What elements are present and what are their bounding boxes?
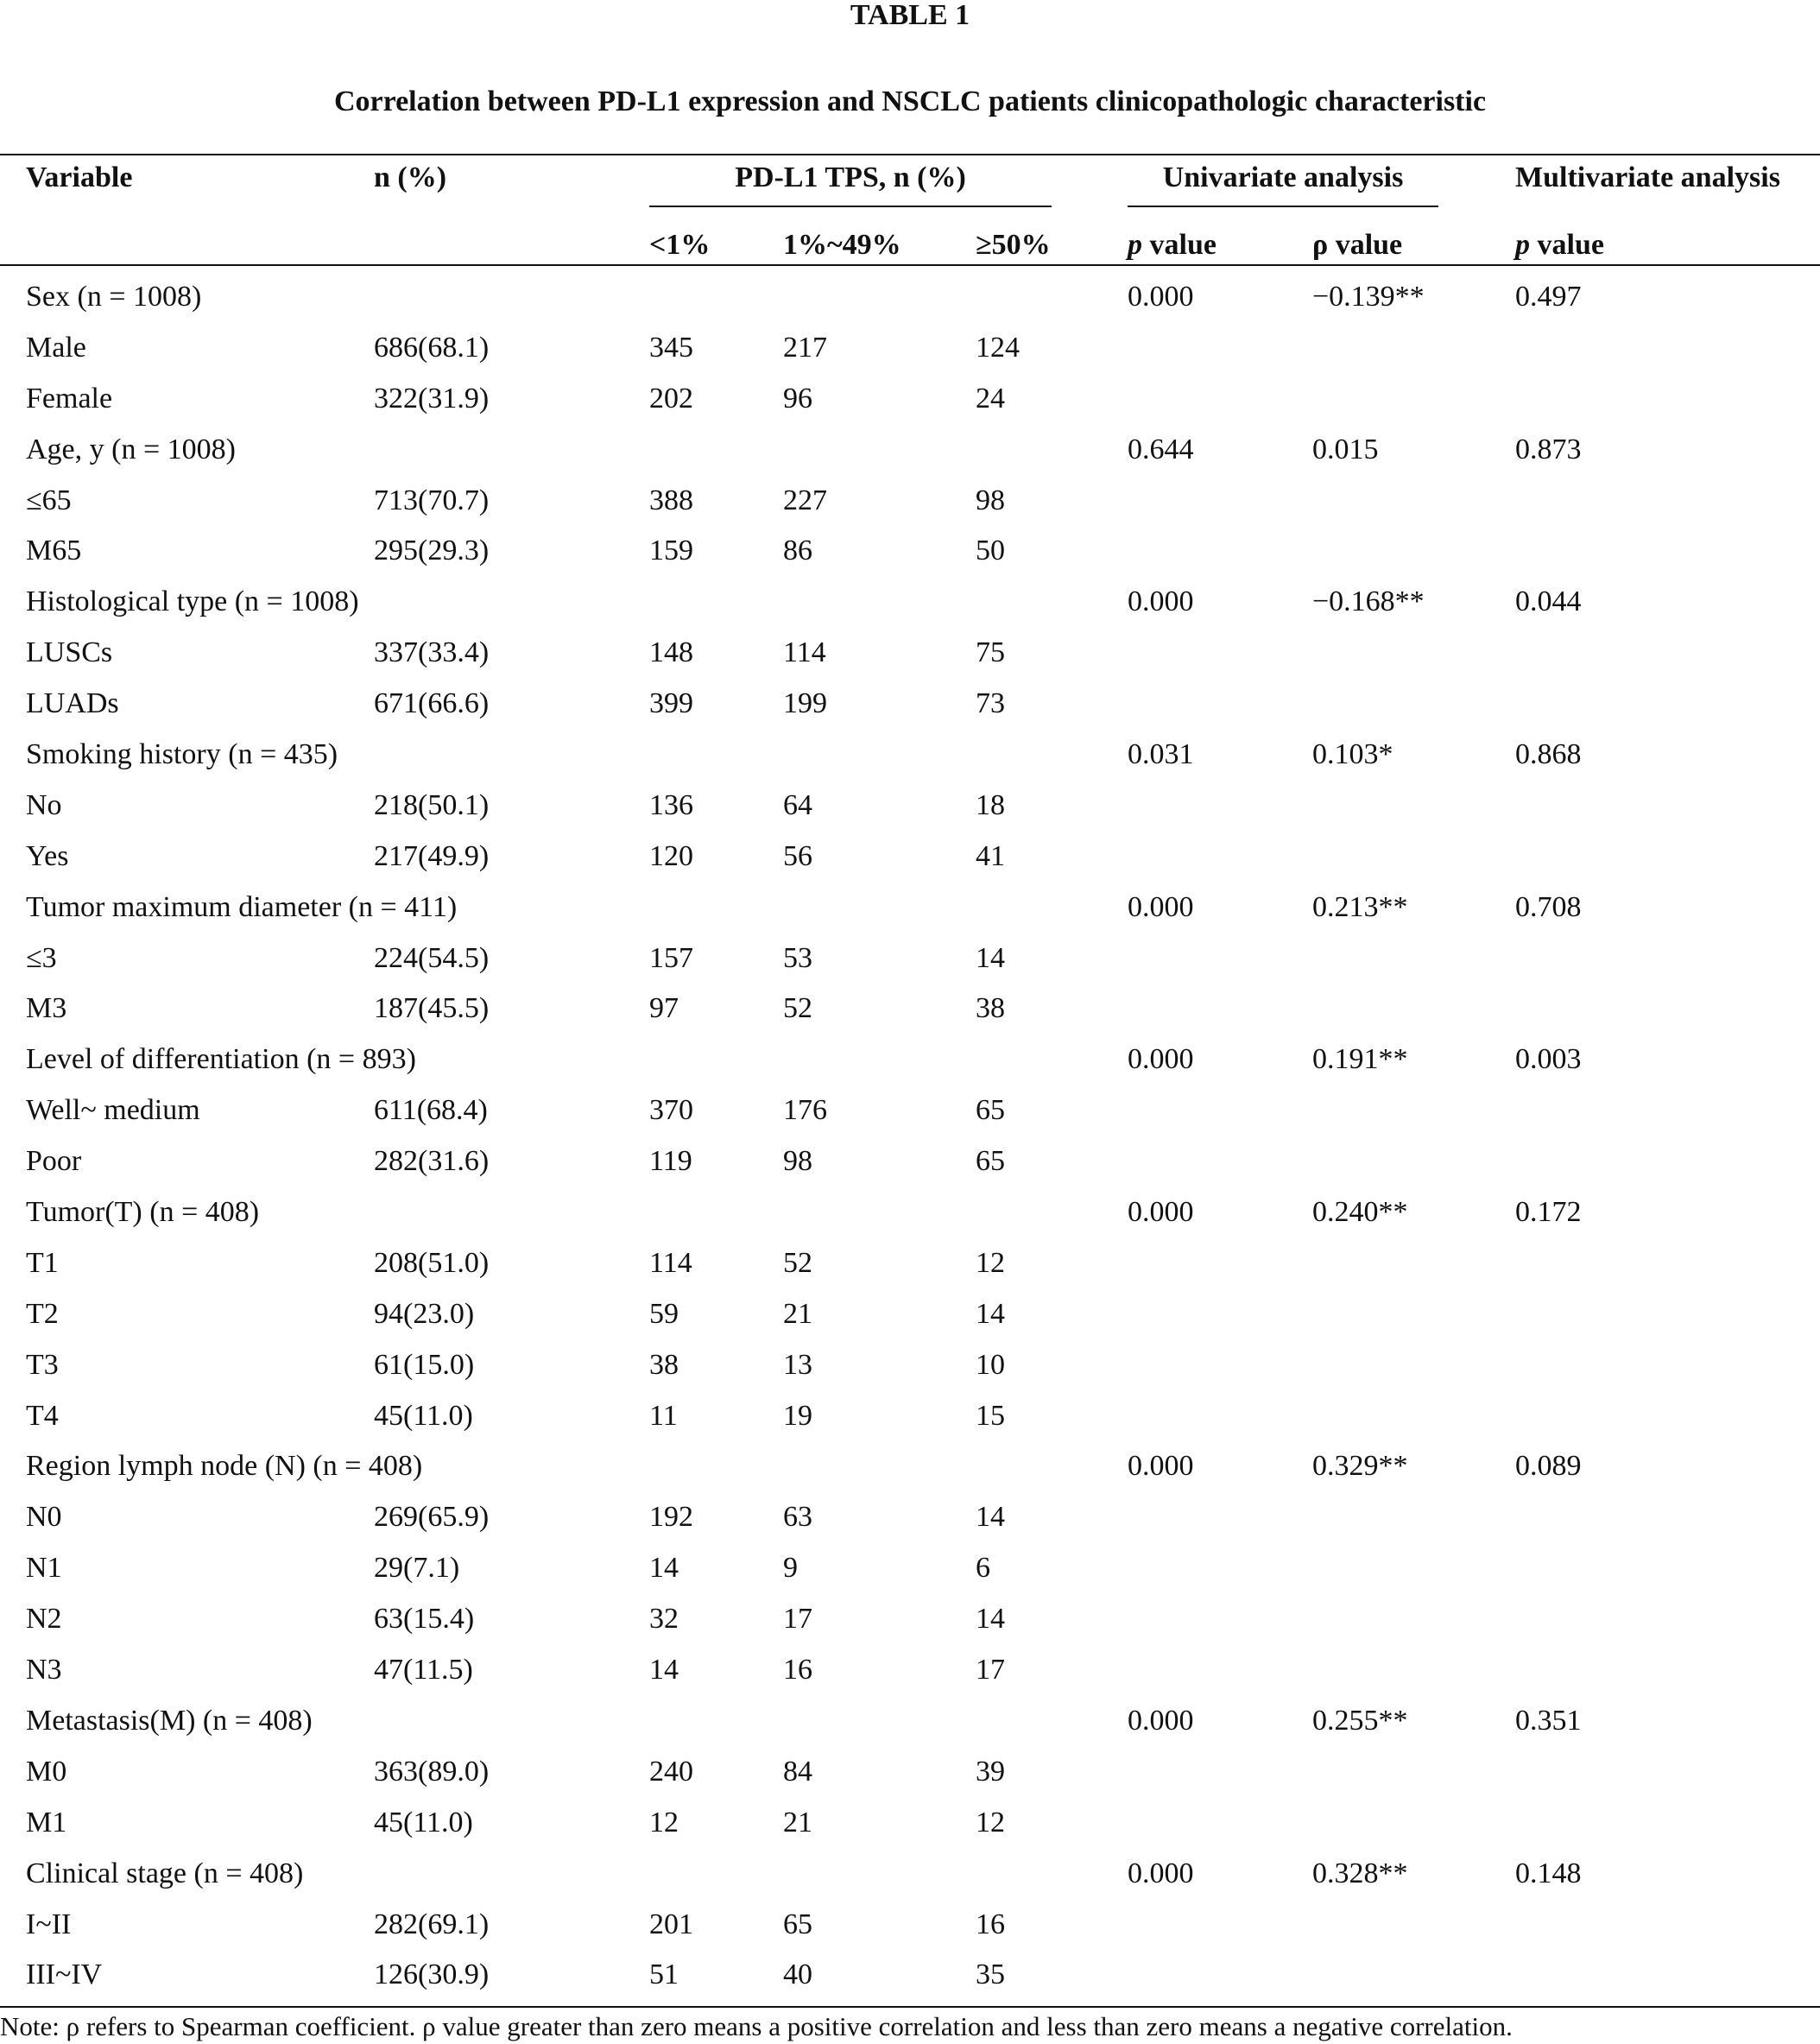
cell-n-percent: 282(69.1) [374, 1908, 490, 1940]
cell-variable: T1 [26, 1246, 59, 1279]
table-row [0, 1746, 1820, 1797]
cell-tps-lt1: 159 [649, 535, 693, 567]
cell-tps-lt1: 119 [649, 1145, 692, 1178]
cell-variable: Female [26, 382, 113, 414]
cell-variable: N2 [26, 1603, 62, 1636]
cell-tps-lt1: 38 [649, 1348, 679, 1381]
cell-tps-ge50: 16 [976, 1908, 1005, 1940]
cell-univariate-p: 0.000 [1128, 1857, 1194, 1889]
cell-univariate-p: 0.000 [1128, 1450, 1194, 1483]
cell-tps-lt1: 136 [649, 788, 693, 821]
cell-n-percent: 713(70.7) [374, 484, 490, 516]
cell-tps-lt1: 32 [649, 1603, 679, 1636]
table-bottom-rule [0, 2006, 1820, 2008]
cell-variable: N3 [26, 1654, 62, 1686]
header-pdl1-tps: PD-L1 TPS, n (%) [735, 161, 966, 193]
table-row [0, 983, 1820, 1034]
cell-n-percent: 282(31.6) [374, 1145, 490, 1178]
cell-tps-1-49: 13 [783, 1348, 812, 1381]
table-row [0, 322, 1820, 373]
table-row [0, 576, 1820, 627]
cell-multivariate-p: 0.351 [1515, 1704, 1582, 1737]
table-caption: Correlation between PD-L1 expression and NSCLC patients clinicopathologic characteristic [333, 85, 1487, 117]
header-multivariate-analysis: Multivariate analysis [1515, 161, 1780, 193]
table-row [0, 933, 1820, 984]
cell-tps-1-49: 40 [783, 1959, 812, 1991]
table-row [0, 627, 1820, 678]
cell-univariate-p: 0.000 [1128, 1043, 1194, 1076]
cell-tps-1-49: 63 [783, 1501, 812, 1534]
table-row [0, 1949, 1820, 2000]
table-row [0, 1695, 1820, 1746]
table-row [0, 1288, 1820, 1339]
cell-rho: 0.213** [1312, 890, 1408, 923]
cell-variable: LUADs [26, 687, 119, 720]
cell-tps-ge50: 41 [976, 839, 1005, 872]
cell-tps-lt1: 192 [649, 1501, 693, 1534]
cell-tps-lt1: 399 [649, 687, 693, 720]
cell-variable: LUSCs [26, 636, 113, 669]
table-row [0, 1085, 1820, 1136]
cell-tps-ge50: 6 [976, 1552, 990, 1585]
cell-tps-ge50: 14 [976, 1501, 1005, 1534]
cell-n-percent: 611(68.4) [374, 1094, 488, 1127]
cell-tps-ge50: 14 [976, 941, 1005, 974]
cell-variable: T4 [26, 1399, 59, 1432]
p-symbol: p [1128, 229, 1142, 261]
cell-multivariate-p: 0.873 [1515, 433, 1582, 465]
cell-multivariate-p: 0.708 [1515, 890, 1582, 923]
header-rho-value [1312, 228, 1402, 263]
table-row [0, 525, 1820, 576]
cell-tps-ge50: 24 [976, 382, 1005, 414]
cell-variable: ≤65 [26, 484, 72, 516]
cell-univariate-p: 0.000 [1128, 1704, 1194, 1737]
cell-n-percent: 295(29.3) [374, 535, 490, 567]
cell-multivariate-p: 0.089 [1515, 1450, 1582, 1483]
cell-n-percent: 187(45.5) [374, 992, 490, 1025]
table-row [0, 729, 1820, 780]
cell-rho: 0.103* [1312, 738, 1393, 771]
cell-n-percent: 671(66.6) [374, 687, 490, 720]
header-bottom-rule [0, 264, 1820, 266]
cell-tps-1-49: 16 [783, 1654, 812, 1686]
cell-tps-lt1: 157 [649, 941, 693, 974]
cell-tps-ge50: 14 [976, 1297, 1005, 1330]
cell-n-percent: 45(11.0) [374, 1806, 473, 1838]
cell-univariate-p: 0.644 [1128, 433, 1194, 465]
table-row [0, 780, 1820, 831]
header-tps-1-49: 1%~49% [783, 229, 901, 261]
cell-tps-1-49: 17 [783, 1603, 812, 1636]
table-row [0, 1187, 1820, 1237]
cell-tps-ge50: 38 [976, 992, 1005, 1025]
p-symbol: p [1515, 229, 1530, 261]
cell-tps-lt1: 59 [649, 1297, 679, 1330]
cell-tps-1-49: 98 [783, 1145, 812, 1178]
cell-tps-ge50: 15 [976, 1399, 1005, 1432]
header-tps-lt1: <1% [649, 229, 711, 261]
cell-tps-1-49: 96 [783, 382, 812, 414]
cell-tps-lt1: 148 [649, 636, 693, 669]
cell-variable: Metastasis(M) (n = 408) [26, 1704, 313, 1737]
cell-variable: T2 [26, 1297, 59, 1330]
cell-variable: M3 [26, 992, 67, 1025]
cell-multivariate-p: 0.044 [1515, 585, 1582, 618]
cell-tps-ge50: 65 [976, 1145, 1005, 1178]
cell-n-percent: 208(51.0) [374, 1246, 490, 1279]
cell-variable: III~IV [26, 1959, 103, 1991]
cell-rho: −0.168** [1312, 585, 1425, 618]
cell-tps-ge50: 14 [976, 1603, 1005, 1636]
value-word: value [1328, 229, 1403, 261]
cell-tps-lt1: 12 [649, 1806, 679, 1838]
cell-n-percent: 61(15.0) [374, 1348, 475, 1381]
table-row [0, 424, 1820, 475]
header-univariate-p-value [1128, 228, 1216, 263]
cell-tps-lt1: 388 [649, 484, 693, 516]
cell-tps-ge50: 18 [976, 788, 1005, 821]
table-row [0, 1237, 1820, 1288]
cell-rho: 0.329** [1312, 1450, 1408, 1483]
header-multivariate-p-value [1515, 228, 1604, 263]
cell-variable: ≤3 [26, 941, 57, 974]
cell-tps-ge50: 50 [976, 535, 1005, 567]
cell-tps-1-49: 217 [783, 331, 827, 364]
table-row [0, 475, 1820, 526]
table-note: Note: ρ refers to Spearman coefficient. ρ value greater than zero means a positive correlation and less than zero means a negative correlation. [0, 2011, 1513, 2041]
table-row [0, 831, 1820, 882]
table-row [0, 271, 1820, 322]
univariate-group-underline [1128, 206, 1438, 207]
cell-tps-1-49: 21 [783, 1806, 812, 1838]
cell-tps-lt1: 114 [649, 1246, 692, 1279]
cell-tps-lt1: 51 [649, 1959, 679, 1991]
cell-rho: 0.255** [1312, 1704, 1408, 1737]
cell-univariate-p: 0.000 [1128, 585, 1194, 618]
cell-tps-lt1: 120 [649, 839, 693, 872]
rho-symbol: ρ [1312, 229, 1329, 261]
cell-tps-1-49: 114 [783, 636, 826, 669]
cell-variable: Level of differentiation (n = 893) [26, 1043, 416, 1076]
cell-variable: Sex (n = 1008) [26, 281, 202, 313]
cell-tps-1-49: 227 [783, 484, 827, 516]
cell-univariate-p: 0.000 [1128, 1196, 1194, 1229]
table-row [0, 882, 1820, 933]
cell-tps-ge50: 12 [976, 1246, 1005, 1279]
cell-tps-1-49: 199 [783, 687, 827, 720]
table-row [0, 1034, 1820, 1085]
cell-n-percent: 217(49.9) [374, 839, 490, 872]
table-row [0, 1542, 1820, 1593]
cell-variable: Male [26, 331, 86, 364]
header-variable: Variable [26, 161, 133, 193]
cell-n-percent: 45(11.0) [374, 1399, 473, 1432]
cell-univariate-p: 0.000 [1128, 890, 1194, 923]
table-row [0, 1339, 1820, 1390]
cell-n-percent: 337(33.4) [374, 636, 490, 669]
cell-rho: 0.240** [1312, 1196, 1408, 1229]
cell-variable: Clinical stage (n = 408) [26, 1857, 304, 1889]
cell-tps-ge50: 39 [976, 1755, 1005, 1788]
cell-variable: Tumor(T) (n = 408) [26, 1196, 260, 1229]
cell-tps-ge50: 75 [976, 636, 1005, 669]
cell-univariate-p: 0.000 [1128, 281, 1194, 313]
cell-variable: Histological type (n = 1008) [26, 585, 359, 618]
cell-variable: Smoking history (n = 435) [26, 738, 338, 771]
cell-variable: M65 [26, 535, 82, 567]
table-row [0, 1390, 1820, 1441]
cell-tps-lt1: 201 [649, 1908, 693, 1940]
cell-multivariate-p: 0.148 [1515, 1857, 1582, 1889]
cell-rho: 0.015 [1312, 433, 1379, 465]
cell-rho: 0.191** [1312, 1043, 1408, 1076]
cell-tps-ge50: 65 [976, 1094, 1005, 1127]
cell-rho: 0.328** [1312, 1857, 1408, 1889]
cell-tps-ge50: 98 [976, 484, 1005, 516]
cell-tps-1-49: 65 [783, 1908, 812, 1940]
cell-variable: Well~ medium [26, 1094, 200, 1127]
cell-variable: M0 [26, 1755, 67, 1788]
table-row [0, 1491, 1820, 1542]
table-top-rule [0, 154, 1820, 155]
pdl1-group-underline [649, 206, 1052, 207]
value-word: value [1530, 229, 1604, 261]
cell-multivariate-p: 0.497 [1515, 281, 1582, 313]
cell-tps-lt1: 11 [649, 1399, 678, 1432]
cell-variable: Region lymph node (N) (n = 408) [26, 1450, 423, 1483]
cell-tps-1-49: 52 [783, 992, 812, 1025]
cell-tps-lt1: 14 [649, 1654, 679, 1686]
table-row [0, 1644, 1820, 1695]
cell-variable: Tumor maximum diameter (n = 411) [26, 890, 458, 923]
cell-tps-lt1: 345 [649, 331, 693, 364]
cell-tps-1-49: 19 [783, 1399, 812, 1432]
cell-variable: N1 [26, 1552, 62, 1585]
cell-tps-1-49: 56 [783, 839, 812, 872]
cell-variable: Poor [26, 1145, 82, 1178]
cell-n-percent: 363(89.0) [374, 1755, 490, 1788]
cell-multivariate-p: 0.868 [1515, 738, 1582, 771]
cell-tps-1-49: 53 [783, 941, 812, 974]
cell-n-percent: 224(54.5) [374, 941, 490, 974]
cell-tps-lt1: 202 [649, 382, 693, 414]
table-row [0, 1899, 1820, 1950]
cell-tps-lt1: 370 [649, 1094, 693, 1127]
cell-variable: T3 [26, 1348, 59, 1381]
cell-tps-ge50: 10 [976, 1348, 1005, 1381]
table-row [0, 678, 1820, 729]
table-row [0, 1848, 1820, 1899]
table-row [0, 373, 1820, 424]
header-tps-ge50: ≥50% [976, 229, 1051, 261]
table-number: TABLE 1 [850, 0, 970, 31]
cell-n-percent: 94(23.0) [374, 1297, 475, 1330]
cell-variable: Yes [26, 839, 69, 872]
table-row [0, 1593, 1820, 1644]
cell-tps-1-49: 64 [783, 788, 812, 821]
table-body [0, 271, 1820, 2000]
cell-tps-1-49: 9 [783, 1552, 798, 1585]
cell-variable: Age, y (n = 1008) [26, 433, 236, 465]
cell-n-percent: 686(68.1) [374, 331, 490, 364]
cell-univariate-p: 0.031 [1128, 738, 1194, 771]
cell-n-percent: 63(15.4) [374, 1603, 475, 1636]
cell-multivariate-p: 0.172 [1515, 1196, 1582, 1229]
header-univariate-analysis: Univariate analysis [1162, 161, 1404, 193]
cell-variable: I~II [26, 1908, 72, 1940]
table-row [0, 1797, 1820, 1848]
cell-rho: −0.139** [1312, 281, 1425, 313]
table-row [0, 1136, 1820, 1187]
cell-tps-lt1: 240 [649, 1755, 693, 1788]
cell-tps-lt1: 14 [649, 1552, 679, 1585]
cell-n-percent: 218(50.1) [374, 788, 490, 821]
cell-n-percent: 322(31.9) [374, 382, 490, 414]
cell-tps-ge50: 35 [976, 1959, 1005, 1991]
cell-tps-ge50: 124 [976, 331, 1020, 364]
table-row [0, 1440, 1820, 1491]
cell-tps-ge50: 12 [976, 1806, 1005, 1838]
cell-n-percent: 47(11.5) [374, 1654, 473, 1686]
cell-variable: M1 [26, 1806, 67, 1838]
cell-variable: N0 [26, 1501, 62, 1534]
cell-tps-1-49: 86 [783, 535, 812, 567]
cell-tps-lt1: 97 [649, 992, 679, 1025]
cell-n-percent: 269(65.9) [374, 1501, 490, 1534]
cell-tps-ge50: 17 [976, 1654, 1005, 1686]
cell-tps-1-49: 84 [783, 1755, 812, 1788]
cell-tps-1-49: 21 [783, 1297, 812, 1330]
cell-n-percent: 29(7.1) [374, 1552, 460, 1585]
cell-tps-1-49: 52 [783, 1246, 812, 1279]
header-n-percent: n (%) [374, 161, 447, 193]
cell-n-percent: 126(30.9) [374, 1959, 490, 1991]
cell-variable: No [26, 788, 62, 821]
value-word: value [1142, 229, 1216, 261]
cell-multivariate-p: 0.003 [1515, 1043, 1582, 1076]
cell-tps-ge50: 73 [976, 687, 1005, 720]
cell-tps-1-49: 176 [783, 1094, 827, 1127]
